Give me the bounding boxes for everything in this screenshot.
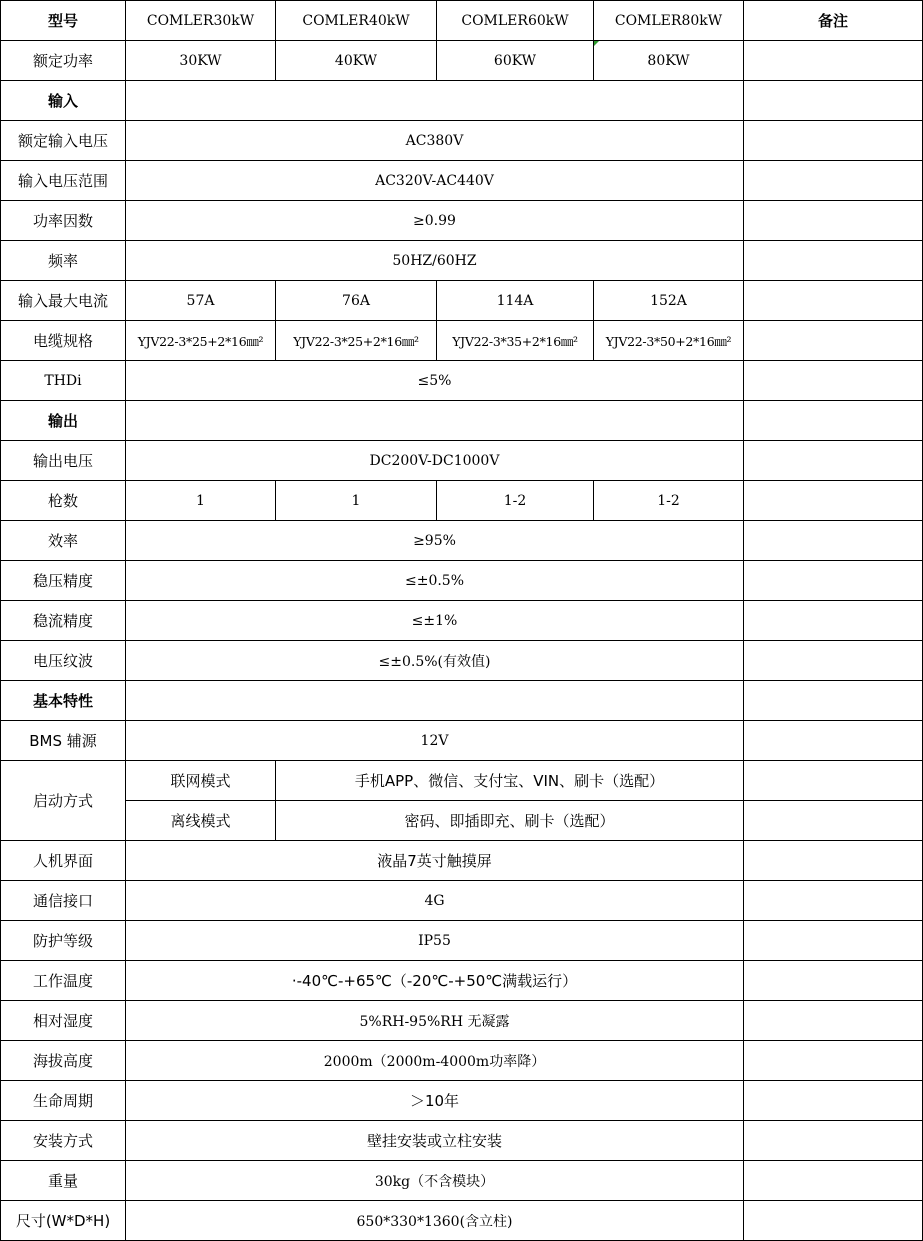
model-label: 型号	[1, 1, 126, 41]
comm-value: 4G	[126, 881, 744, 921]
row-label: 生命周期	[1, 1081, 126, 1121]
section-input-title: 输入	[1, 81, 126, 121]
max-current-60kw: 114A	[437, 281, 594, 321]
input-voltage-range-value: AC320V-AC440V	[126, 161, 744, 201]
altitude-row	[1, 1041, 923, 1081]
cable-80kw: YJV22-3*50+2*16㎜²	[594, 321, 744, 361]
max-current-80kw: 152A	[594, 281, 744, 321]
install-row	[1, 1121, 923, 1161]
altitude-value: 2000m（2000m-4000m功率降）	[126, 1041, 744, 1081]
frequency-value: 50HZ/60HZ	[126, 241, 744, 281]
lifetime-value: ＞10年	[126, 1081, 744, 1121]
remark-cell	[744, 881, 923, 921]
temperature-row	[1, 961, 923, 1001]
remark-cell	[744, 41, 923, 81]
remark-cell	[744, 641, 923, 681]
remark-cell	[744, 241, 923, 281]
size-row	[1, 1201, 923, 1241]
row-label: 尺寸(W*D*H)	[1, 1201, 126, 1241]
size-value: 650*330*1360(含立柱)	[126, 1201, 744, 1241]
hmi-value: 液晶7英寸触摸屏	[126, 841, 744, 881]
section-basic-title: 基本特性	[1, 681, 126, 721]
max-current-40kw: 76A	[276, 281, 437, 321]
remark-cell	[744, 841, 923, 881]
row-label: 通信接口	[1, 881, 126, 921]
section-output-title: 输出	[1, 401, 126, 441]
efficiency-row	[1, 521, 923, 561]
remark-cell	[744, 481, 923, 521]
section-output-row	[1, 401, 923, 441]
row-label: 功率因数	[1, 201, 126, 241]
remark-cell	[744, 921, 923, 961]
remark-cell	[744, 321, 923, 361]
voltage-precision-value: ≤±0.5%	[126, 561, 744, 601]
remark-cell	[744, 1161, 923, 1201]
offline-mode-label: 离线模式	[126, 801, 276, 841]
thdi-value: ≤5%	[126, 361, 744, 401]
remark-header: 备注	[744, 1, 923, 41]
row-label: 电缆规格	[1, 321, 126, 361]
remark-cell	[744, 681, 923, 721]
row-label: 额定功率	[1, 41, 126, 81]
guns-40kw: 1	[276, 481, 437, 521]
remark-cell	[744, 561, 923, 601]
row-label: 频率	[1, 241, 126, 281]
row-label: 防护等级	[1, 921, 126, 961]
rated-power-row	[1, 41, 923, 81]
online-mode-label: 联网模式	[126, 761, 276, 801]
remark-cell	[744, 521, 923, 561]
row-label: 输入电压范围	[1, 161, 126, 201]
voltage-precision-row	[1, 561, 923, 601]
current-precision-value: ≤±1%	[126, 601, 744, 641]
row-label: 额定输入电压	[1, 121, 126, 161]
max-input-current-row	[1, 281, 923, 321]
remark-cell	[744, 161, 923, 201]
power-factor-value: ≥0.99	[126, 201, 744, 241]
remark-cell	[744, 361, 923, 401]
rated-power-40kw: 40KW	[276, 41, 437, 81]
bms-row	[1, 721, 923, 761]
weight-row	[1, 1161, 923, 1201]
output-voltage-row	[1, 441, 923, 481]
guns-60kw: 1-2	[437, 481, 594, 521]
remark-cell	[744, 1201, 923, 1241]
row-label: BMS 辅源	[1, 721, 126, 761]
section-blank	[126, 81, 744, 121]
humidity-row	[1, 1001, 923, 1041]
rated-input-voltage-value: AC380V	[126, 121, 744, 161]
bms-value: 12V	[126, 721, 744, 761]
section-blank	[126, 681, 744, 721]
efficiency-value: ≥95%	[126, 521, 744, 561]
ripple-row	[1, 641, 923, 681]
row-label: THDi	[1, 361, 126, 401]
cable-60kw: YJV22-3*35+2*16㎜²	[437, 321, 594, 361]
remark-cell	[744, 721, 923, 761]
rated-power-30kw: 30KW	[126, 41, 276, 81]
guns-30kw: 1	[126, 481, 276, 521]
frequency-row	[1, 241, 923, 281]
online-mode-value: 手机APP、微信、支付宝、VIN、刷卡（选配）	[276, 761, 744, 801]
model-80kw: COMLER80kW	[594, 1, 744, 41]
row-label: 枪数	[1, 481, 126, 521]
row-label: 人机界面	[1, 841, 126, 881]
remark-cell	[744, 801, 923, 841]
protection-row	[1, 921, 923, 961]
model-60kw: COMLER60kW	[437, 1, 594, 41]
row-label: 稳压精度	[1, 561, 126, 601]
remark-cell	[744, 281, 923, 321]
start-mode-offline-row	[1, 801, 923, 841]
row-label: 海拔高度	[1, 1041, 126, 1081]
row-label: 效率	[1, 521, 126, 561]
row-label: 电压纹波	[1, 641, 126, 681]
gun-count-row	[1, 481, 923, 521]
remark-cell	[744, 601, 923, 641]
row-label: 安装方式	[1, 1121, 126, 1161]
output-voltage-value: DC200V-DC1000V	[126, 441, 744, 481]
section-blank	[126, 401, 744, 441]
remark-cell	[744, 761, 923, 801]
section-input-row	[1, 81, 923, 121]
rated-power-80kw: 80KW	[594, 41, 744, 81]
comm-row	[1, 881, 923, 921]
row-label: 启动方式	[1, 761, 126, 841]
remark-cell	[744, 1041, 923, 1081]
rated-power-60kw: 60KW	[437, 41, 594, 81]
power-factor-row	[1, 201, 923, 241]
cable-40kw: YJV22-3*25+2*16㎜²	[276, 321, 437, 361]
row-label: 输出电压	[1, 441, 126, 481]
remark-cell	[744, 81, 923, 121]
rated-input-voltage-row	[1, 121, 923, 161]
remark-cell	[744, 1121, 923, 1161]
row-label: 工作温度	[1, 961, 126, 1001]
ripple-value: ≤±0.5%(有效值)	[126, 641, 744, 681]
weight-value: 30kg（不含模块）	[126, 1161, 744, 1201]
header-row	[1, 1, 923, 41]
remark-cell	[744, 441, 923, 481]
start-mode-online-row	[1, 761, 923, 801]
offline-mode-value: 密码、即插即充、刷卡（选配）	[276, 801, 744, 841]
remark-cell	[744, 1001, 923, 1041]
cable-30kw: YJV22-3*25+2*16㎜²	[126, 321, 276, 361]
hmi-row	[1, 841, 923, 881]
model-30kw: COMLER30kW	[126, 1, 276, 41]
lifetime-row	[1, 1081, 923, 1121]
remark-cell	[744, 201, 923, 241]
max-current-30kw: 57A	[126, 281, 276, 321]
humidity-value: 5%RH-95%RH 无凝露	[126, 1001, 744, 1041]
row-label: 相对湿度	[1, 1001, 126, 1041]
remark-cell	[744, 961, 923, 1001]
section-basic-row	[1, 681, 923, 721]
guns-80kw: 1-2	[594, 481, 744, 521]
row-label: 输入最大电流	[1, 281, 126, 321]
row-label: 稳流精度	[1, 601, 126, 641]
install-value: 壁挂安装或立柱安装	[126, 1121, 744, 1161]
remark-cell	[744, 1081, 923, 1121]
thdi-row	[1, 361, 923, 401]
model-40kw: COMLER40kW	[276, 1, 437, 41]
remark-cell	[744, 401, 923, 441]
input-voltage-range-row	[1, 161, 923, 201]
cable-spec-row	[1, 321, 923, 361]
remark-cell	[744, 121, 923, 161]
row-label: 重量	[1, 1161, 126, 1201]
protection-value: IP55	[126, 921, 744, 961]
current-precision-row	[1, 601, 923, 641]
temperature-value: ·-40℃-+65℃（-20℃-+50℃满载运行）	[126, 961, 744, 1001]
